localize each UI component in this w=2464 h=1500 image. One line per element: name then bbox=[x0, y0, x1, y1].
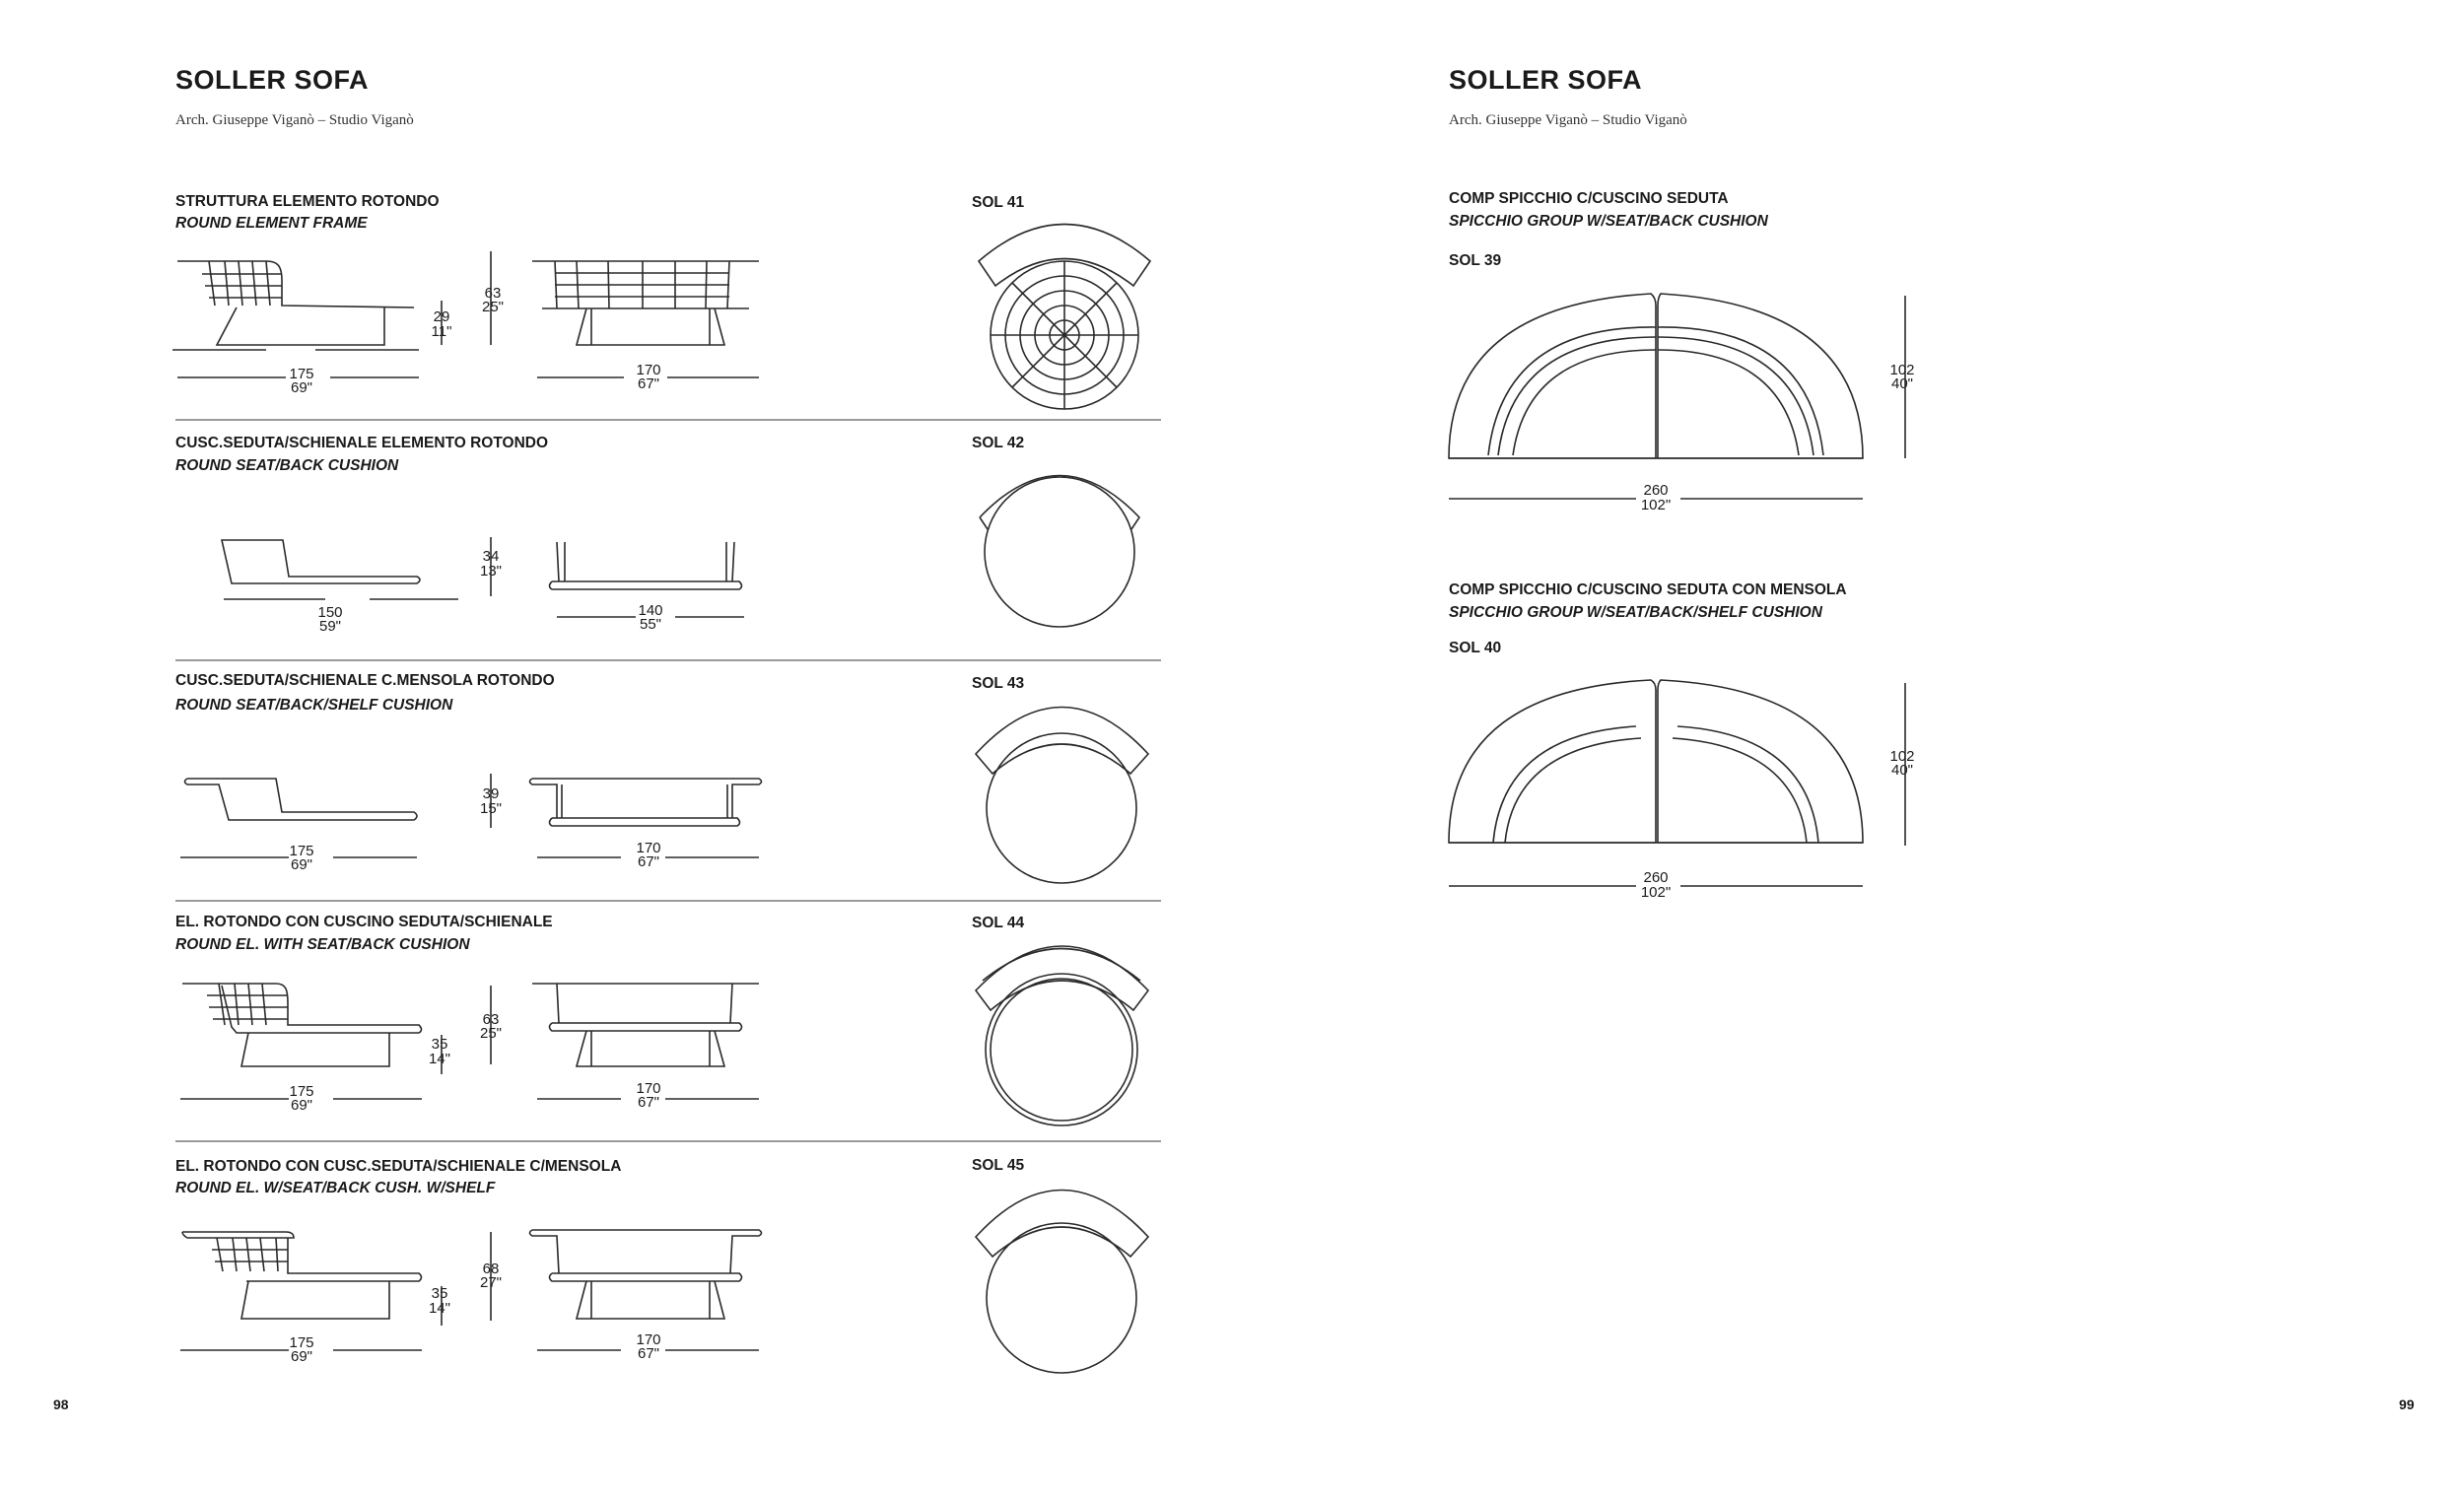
item-code: SOL 43 bbox=[972, 675, 1025, 692]
side-view-element-shelf-cushion-drawing bbox=[177, 1222, 434, 1330]
dim-depth-in: 59" bbox=[318, 618, 341, 635]
item-label-en: ROUND SEAT/BACK/SHELF CUSHION bbox=[175, 697, 453, 714]
item-label-en: SPICCHIO GROUP W/SEAT/BACK CUSHION bbox=[1449, 213, 1768, 230]
item-code: SOL 41 bbox=[972, 194, 1025, 211]
dim-width-cm: 170 bbox=[636, 362, 661, 378]
dim-seat-cm: 29 bbox=[433, 308, 450, 325]
dim-width-in: 67" bbox=[637, 375, 659, 392]
item-label-it: COMP SPICCHIO C/CUSCINO SEDUTA bbox=[1449, 190, 1729, 207]
item-label-it: STRUTTURA ELEMENTO ROTONDO bbox=[175, 193, 440, 210]
dim-seat-cm: 35 bbox=[431, 1036, 448, 1053]
page-number-right: 99 bbox=[2399, 1397, 2415, 1412]
item-label-it: COMP SPICCHIO C/CUSCINO SEDUTA CON MENSOLA bbox=[1449, 581, 1847, 598]
top-view-element-shelf-cushion-drawing bbox=[971, 1178, 1153, 1375]
dim-width-in: 67" bbox=[637, 1345, 659, 1362]
top-view-seat-cushion-drawing bbox=[976, 458, 1148, 631]
dim-seat-cm: 35 bbox=[431, 1285, 448, 1302]
width-dimension-lines bbox=[1444, 491, 1887, 511]
width-dimension-lines bbox=[547, 609, 764, 629]
dim-width-cm: 170 bbox=[636, 840, 661, 856]
dim-depth-cm: 175 bbox=[289, 1083, 314, 1100]
dim-depth-in: 40" bbox=[1890, 762, 1913, 779]
dim-width-cm: 170 bbox=[636, 1331, 661, 1348]
dim-depth-cm: 175 bbox=[289, 1334, 314, 1351]
dim-width-in: 102" bbox=[1640, 497, 1672, 513]
dim-depth-cm: 102 bbox=[1889, 748, 1915, 765]
front-view-frame-drawing bbox=[527, 251, 774, 360]
dim-depth-in: 69" bbox=[290, 856, 312, 873]
dim-width-cm: 260 bbox=[1643, 869, 1669, 886]
depth-dimension-line bbox=[1897, 291, 1917, 463]
dim-width-in: 67" bbox=[637, 853, 659, 870]
item-label-en: ROUND SEAT/BACK CUSHION bbox=[175, 457, 399, 474]
dim-depth-in: 69" bbox=[290, 1348, 312, 1365]
item-label-it: CUSC.SEDUTA/SCHIENALE ELEMENTO ROTONDO bbox=[175, 435, 549, 451]
depth-dimension-lines bbox=[175, 1342, 442, 1365]
dim-width-in: 55" bbox=[639, 616, 661, 633]
height-dimension-lines bbox=[434, 981, 503, 1079]
width-dimension-lines bbox=[532, 850, 769, 869]
height-dimension-line bbox=[483, 769, 503, 838]
side-view-shelf-cushion-drawing bbox=[177, 769, 434, 838]
width-dimension-lines bbox=[172, 370, 784, 392]
dim-depth-cm: 150 bbox=[317, 604, 343, 621]
top-view-element-with-cushion-drawing bbox=[971, 936, 1153, 1128]
dim-height-in: 25" bbox=[479, 1025, 502, 1042]
dim-height-cm: 34 bbox=[482, 548, 500, 565]
section-divider bbox=[175, 659, 1161, 661]
top-view-shelf-cushion-drawing bbox=[971, 695, 1153, 887]
dim-depth-in: 69" bbox=[290, 1097, 312, 1114]
dim-width-cm: 140 bbox=[638, 602, 663, 619]
front-view-seat-cushion-drawing bbox=[547, 537, 754, 596]
dim-width-in: 102" bbox=[1640, 884, 1672, 901]
item-label-it: EL. ROTONDO CON CUSC.SEDUTA/SCHIENALE C/MENSOLA bbox=[175, 1158, 622, 1175]
page-title-right: SOLLER SOFA bbox=[1449, 65, 1643, 95]
dim-height-in: 25" bbox=[481, 299, 504, 315]
depth-dimension-line bbox=[1897, 678, 1917, 851]
width-dimension-lines bbox=[1444, 878, 1887, 901]
dim-height-in: 13" bbox=[479, 563, 502, 580]
dim-height-cm: 63 bbox=[482, 1011, 500, 1028]
dim-seat-in: 14" bbox=[428, 1051, 450, 1067]
page-title-left: SOLLER SOFA bbox=[175, 65, 370, 95]
front-view-element-shelf-cushion-drawing bbox=[527, 1222, 774, 1330]
page-number-left: 98 bbox=[53, 1397, 69, 1412]
item-code: SOL 39 bbox=[1449, 252, 1502, 269]
height-dimension-line bbox=[483, 532, 503, 601]
front-view-shelf-cushion-drawing bbox=[527, 774, 774, 833]
dim-height-in: 27" bbox=[479, 1274, 502, 1291]
spicchio-group-seat-back-drawing bbox=[1444, 286, 1887, 468]
side-view-element-with-cushion-drawing bbox=[177, 976, 434, 1074]
item-label-en: ROUND EL. WITH SEAT/BACK CUSHION bbox=[175, 936, 470, 953]
dim-width-in: 67" bbox=[637, 1094, 659, 1111]
height-dimension-lines bbox=[434, 1227, 503, 1330]
dim-depth-cm: 102 bbox=[1889, 362, 1915, 378]
item-code: SOL 42 bbox=[972, 435, 1025, 451]
depth-dimension-lines bbox=[175, 850, 442, 869]
width-dimension-lines bbox=[532, 1091, 769, 1111]
top-view-frame-drawing bbox=[961, 217, 1168, 404]
item-code: SOL 44 bbox=[972, 915, 1025, 931]
item-label-en: SPICCHIO GROUP W/SEAT/BACK/SHELF CUSHION bbox=[1449, 604, 1822, 621]
designer-left: Arch. Giuseppe Viganò – Studio Viganò bbox=[175, 112, 414, 128]
section-divider bbox=[175, 900, 1161, 902]
dim-width-cm: 260 bbox=[1643, 482, 1669, 499]
item-label-it: CUSC.SEDUTA/SCHIENALE C.MENSOLA ROTONDO bbox=[175, 672, 555, 689]
side-view-seat-cushion-drawing bbox=[212, 532, 439, 601]
item-label-en: ROUND ELEMENT FRAME bbox=[175, 215, 368, 232]
dim-height-in: 15" bbox=[479, 800, 502, 817]
dim-width-cm: 170 bbox=[636, 1080, 661, 1097]
section-divider bbox=[175, 419, 1161, 421]
dim-height-cm: 39 bbox=[482, 785, 500, 802]
item-code: SOL 40 bbox=[1449, 640, 1502, 656]
dim-seat-in: 11" bbox=[431, 323, 452, 340]
item-label-en: ROUND EL. W/SEAT/BACK CUSH. W/SHELF bbox=[175, 1180, 496, 1196]
spicchio-group-shelf-cushion-drawing bbox=[1444, 675, 1887, 852]
height-dimension-lines bbox=[434, 246, 503, 355]
dim-depth-in: 69" bbox=[290, 379, 312, 396]
item-code: SOL 45 bbox=[972, 1157, 1025, 1174]
width-dimension-lines bbox=[532, 1342, 769, 1362]
section-divider bbox=[175, 1140, 1161, 1142]
dim-depth-cm: 175 bbox=[289, 366, 314, 382]
front-view-element-with-cushion-drawing bbox=[527, 976, 774, 1074]
dim-height-cm: 68 bbox=[482, 1261, 500, 1277]
depth-dimension-lines bbox=[175, 1091, 442, 1114]
dim-depth-cm: 175 bbox=[289, 843, 314, 859]
designer-right: Arch. Giuseppe Viganò – Studio Viganò bbox=[1449, 112, 1687, 128]
item-label-it: EL. ROTONDO CON CUSCINO SEDUTA/SCHIENALE bbox=[175, 914, 553, 930]
dim-height-cm: 63 bbox=[484, 285, 502, 302]
dim-seat-in: 14" bbox=[428, 1300, 450, 1317]
dim-depth-in: 40" bbox=[1890, 375, 1913, 392]
